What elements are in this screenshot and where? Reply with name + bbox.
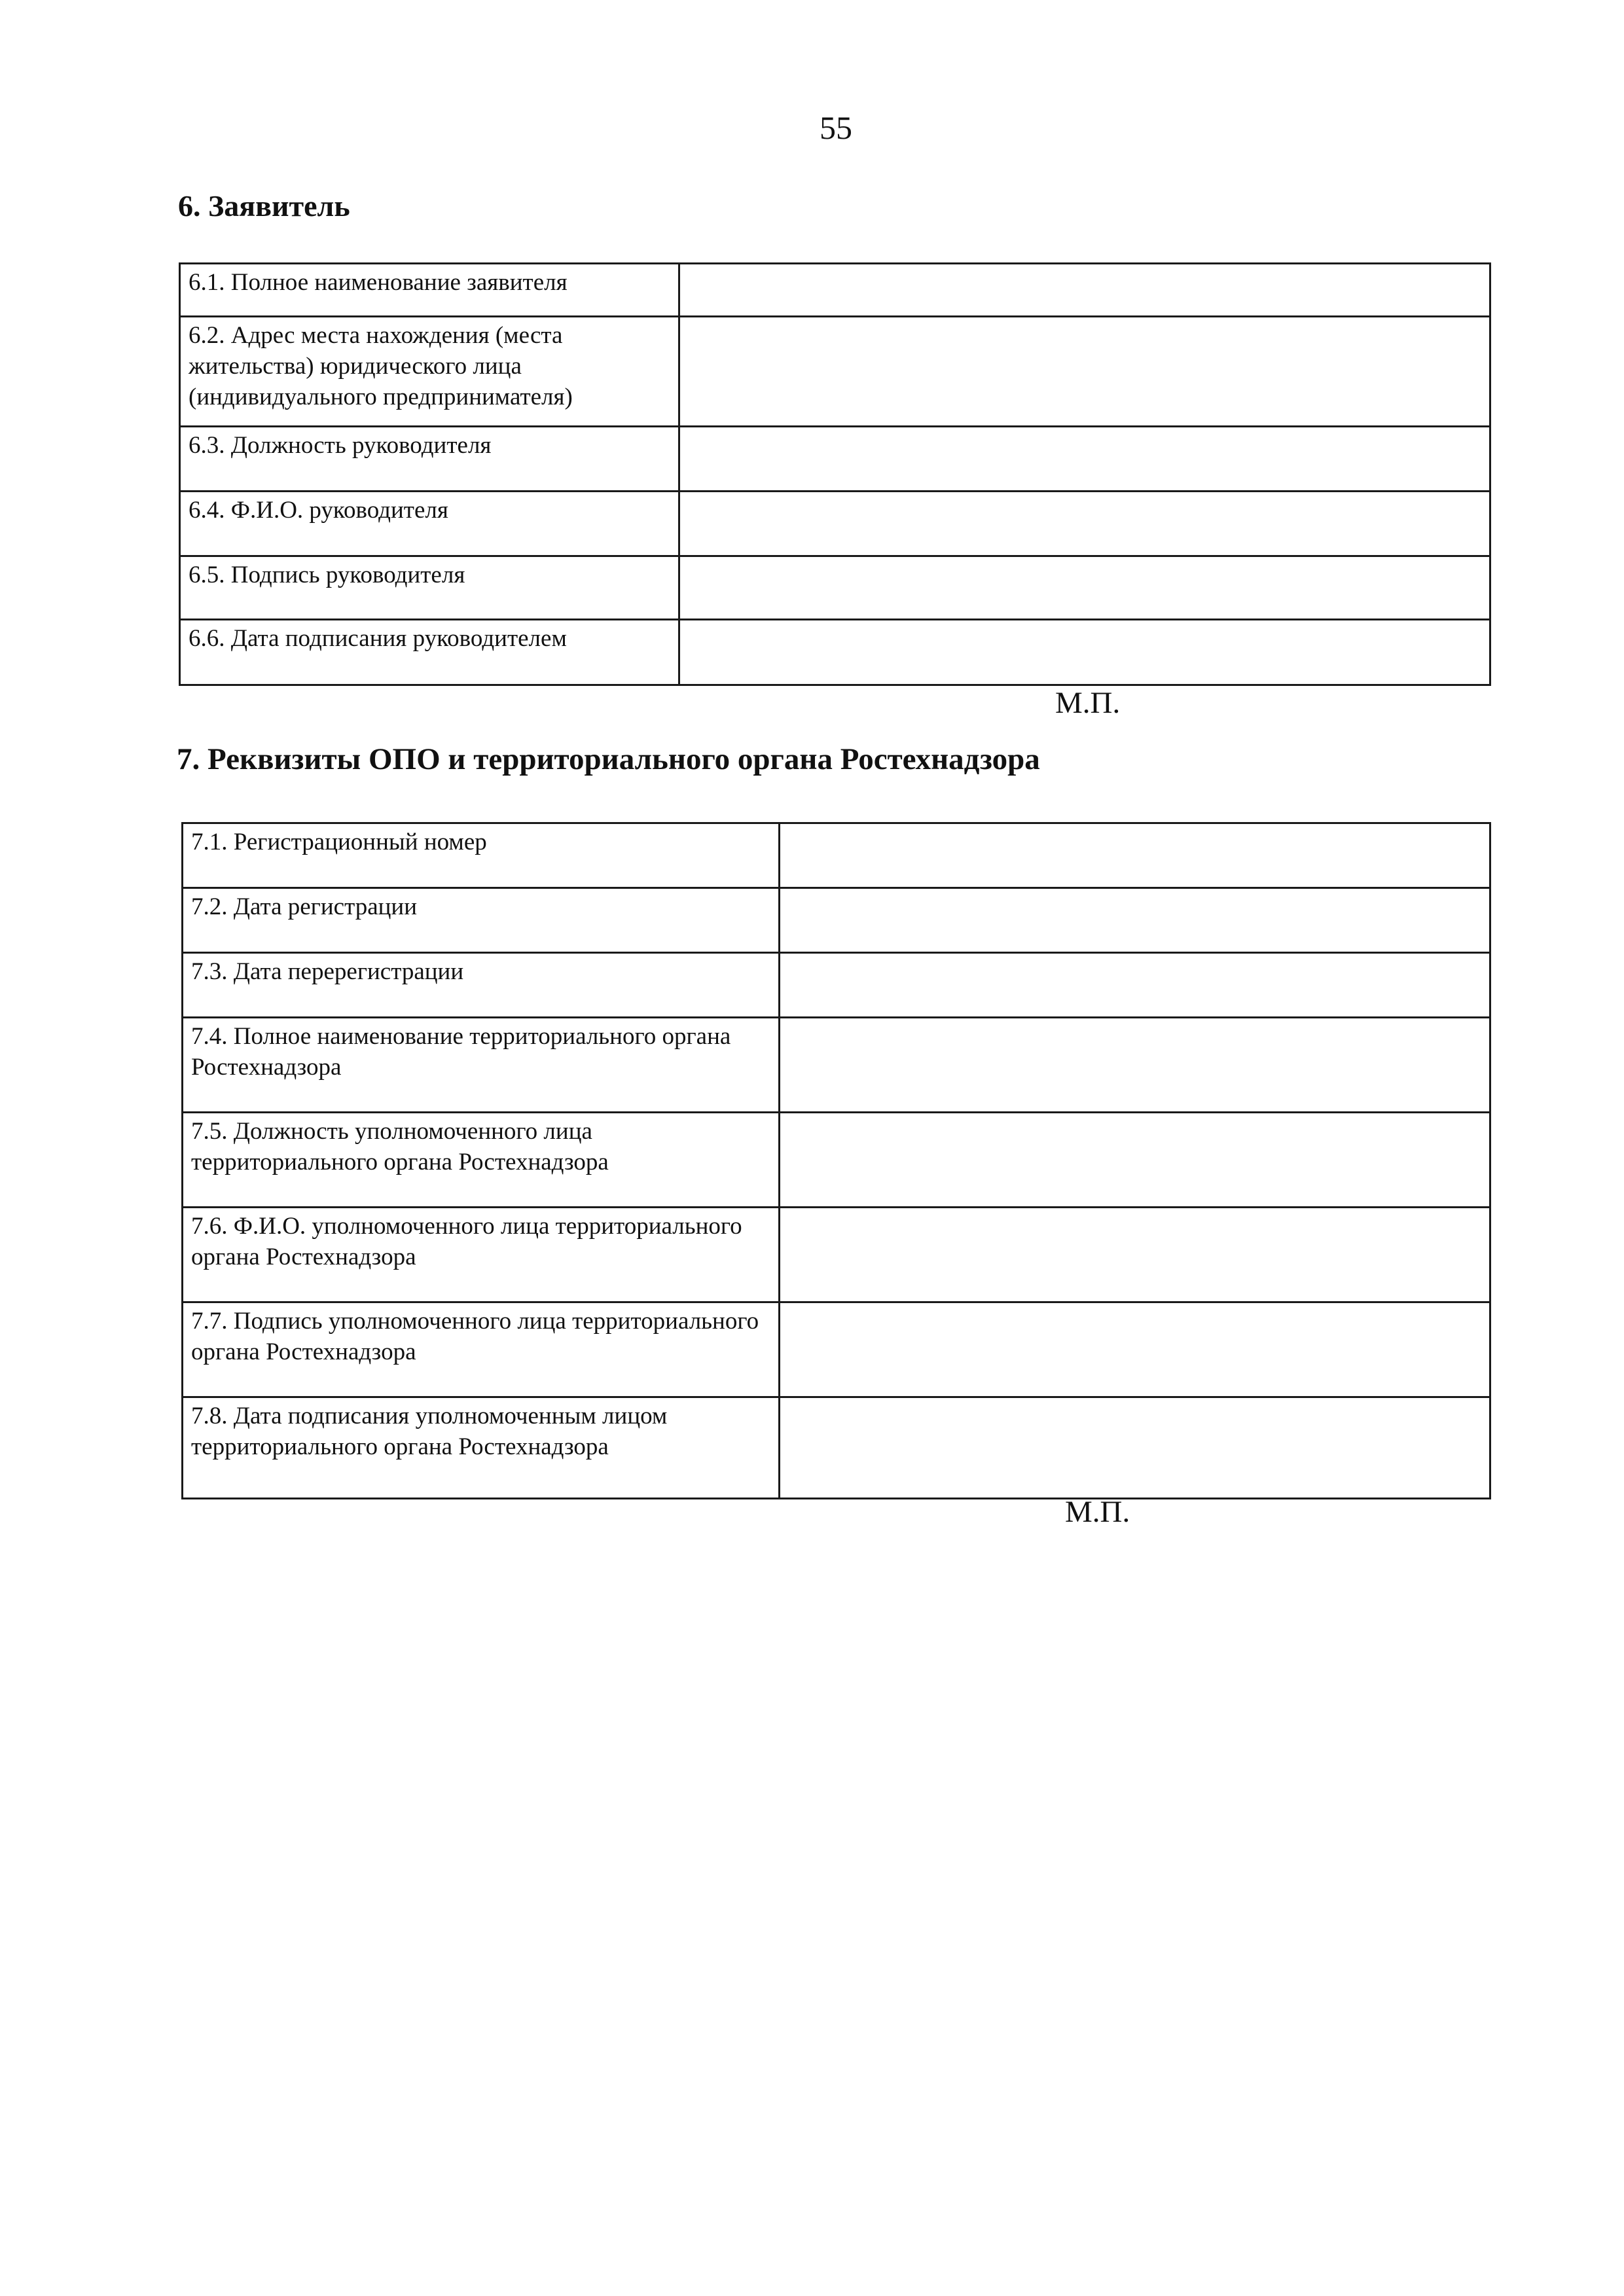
value-field[interactable]: [780, 888, 1490, 953]
value-field[interactable]: [780, 1208, 1490, 1302]
row-label: 7.8. Дата подписания уполномоченным лицом территориального органа Ростехнадзора: [183, 1397, 780, 1499]
row-label: 7.1. Регистрационный номер: [183, 823, 780, 888]
row-label: 7.3. Дата перерегистрации: [183, 953, 780, 1018]
table-row: [180, 492, 1490, 556]
row-label: 6.1. Полное наименование заявителя: [180, 264, 679, 317]
row-label: 6.5. Подпись руководителя: [180, 556, 679, 620]
value-field[interactable]: [679, 492, 1490, 556]
row-label: 7.4. Полное наименование территориального органа Ростехнадзора: [183, 1018, 780, 1113]
table-row: [180, 620, 1490, 685]
value-field[interactable]: [780, 1302, 1490, 1397]
value-field[interactable]: [679, 427, 1490, 492]
table-row: [183, 1018, 1490, 1113]
applicant-table: [179, 262, 1491, 686]
row-label: 7.5. Должность уполномоченного лица территориального органа Ростехнадзора: [183, 1113, 780, 1208]
section-title-applicant: 6. Заявитель: [178, 189, 350, 223]
row-label: 7.7. Подпись уполномоченного лица территориального органа Ростехнадзора: [183, 1302, 780, 1397]
page-number: 55: [820, 109, 852, 146]
stamp-placeholder: М.П.: [1055, 686, 1121, 720]
stamp-placeholder: М.П.: [1065, 1495, 1130, 1529]
value-field[interactable]: [780, 1113, 1490, 1208]
value-field[interactable]: [679, 317, 1490, 427]
row-label: 6.2. Адрес места нахождения (места жительства) юридического лица (индивидуального предпринимателя): [180, 317, 679, 427]
table-row: [180, 264, 1490, 317]
value-field[interactable]: [780, 823, 1490, 888]
table-row: [180, 427, 1490, 492]
value-field[interactable]: [679, 264, 1490, 317]
table-row: [183, 823, 1490, 888]
table-row: [183, 1302, 1490, 1397]
table-row: [183, 953, 1490, 1018]
row-label: 6.3. Должность руководителя: [180, 427, 679, 492]
table-row: [183, 1113, 1490, 1208]
value-field[interactable]: [780, 953, 1490, 1018]
value-field[interactable]: [780, 1397, 1490, 1499]
row-label: 6.6. Дата подписания руководителем: [180, 620, 679, 685]
table-row: [183, 1208, 1490, 1302]
row-label: 7.6. Ф.И.О. уполномоченного лица территориального органа Ростехнадзора: [183, 1208, 780, 1302]
row-label: 7.2. Дата регистрации: [183, 888, 780, 953]
row-label: 6.4. Ф.И.О. руководителя: [180, 492, 679, 556]
table-row: [180, 317, 1490, 427]
section-title-registration-details: 7. Реквизиты ОПО и территориального органа Ростехнадзора: [177, 742, 1040, 776]
table-row: [183, 888, 1490, 953]
value-field[interactable]: [679, 556, 1490, 620]
value-field[interactable]: [679, 620, 1490, 685]
registration-table: [181, 822, 1491, 1499]
value-field[interactable]: [780, 1018, 1490, 1113]
table-row: [183, 1397, 1490, 1499]
table-row: [180, 556, 1490, 620]
